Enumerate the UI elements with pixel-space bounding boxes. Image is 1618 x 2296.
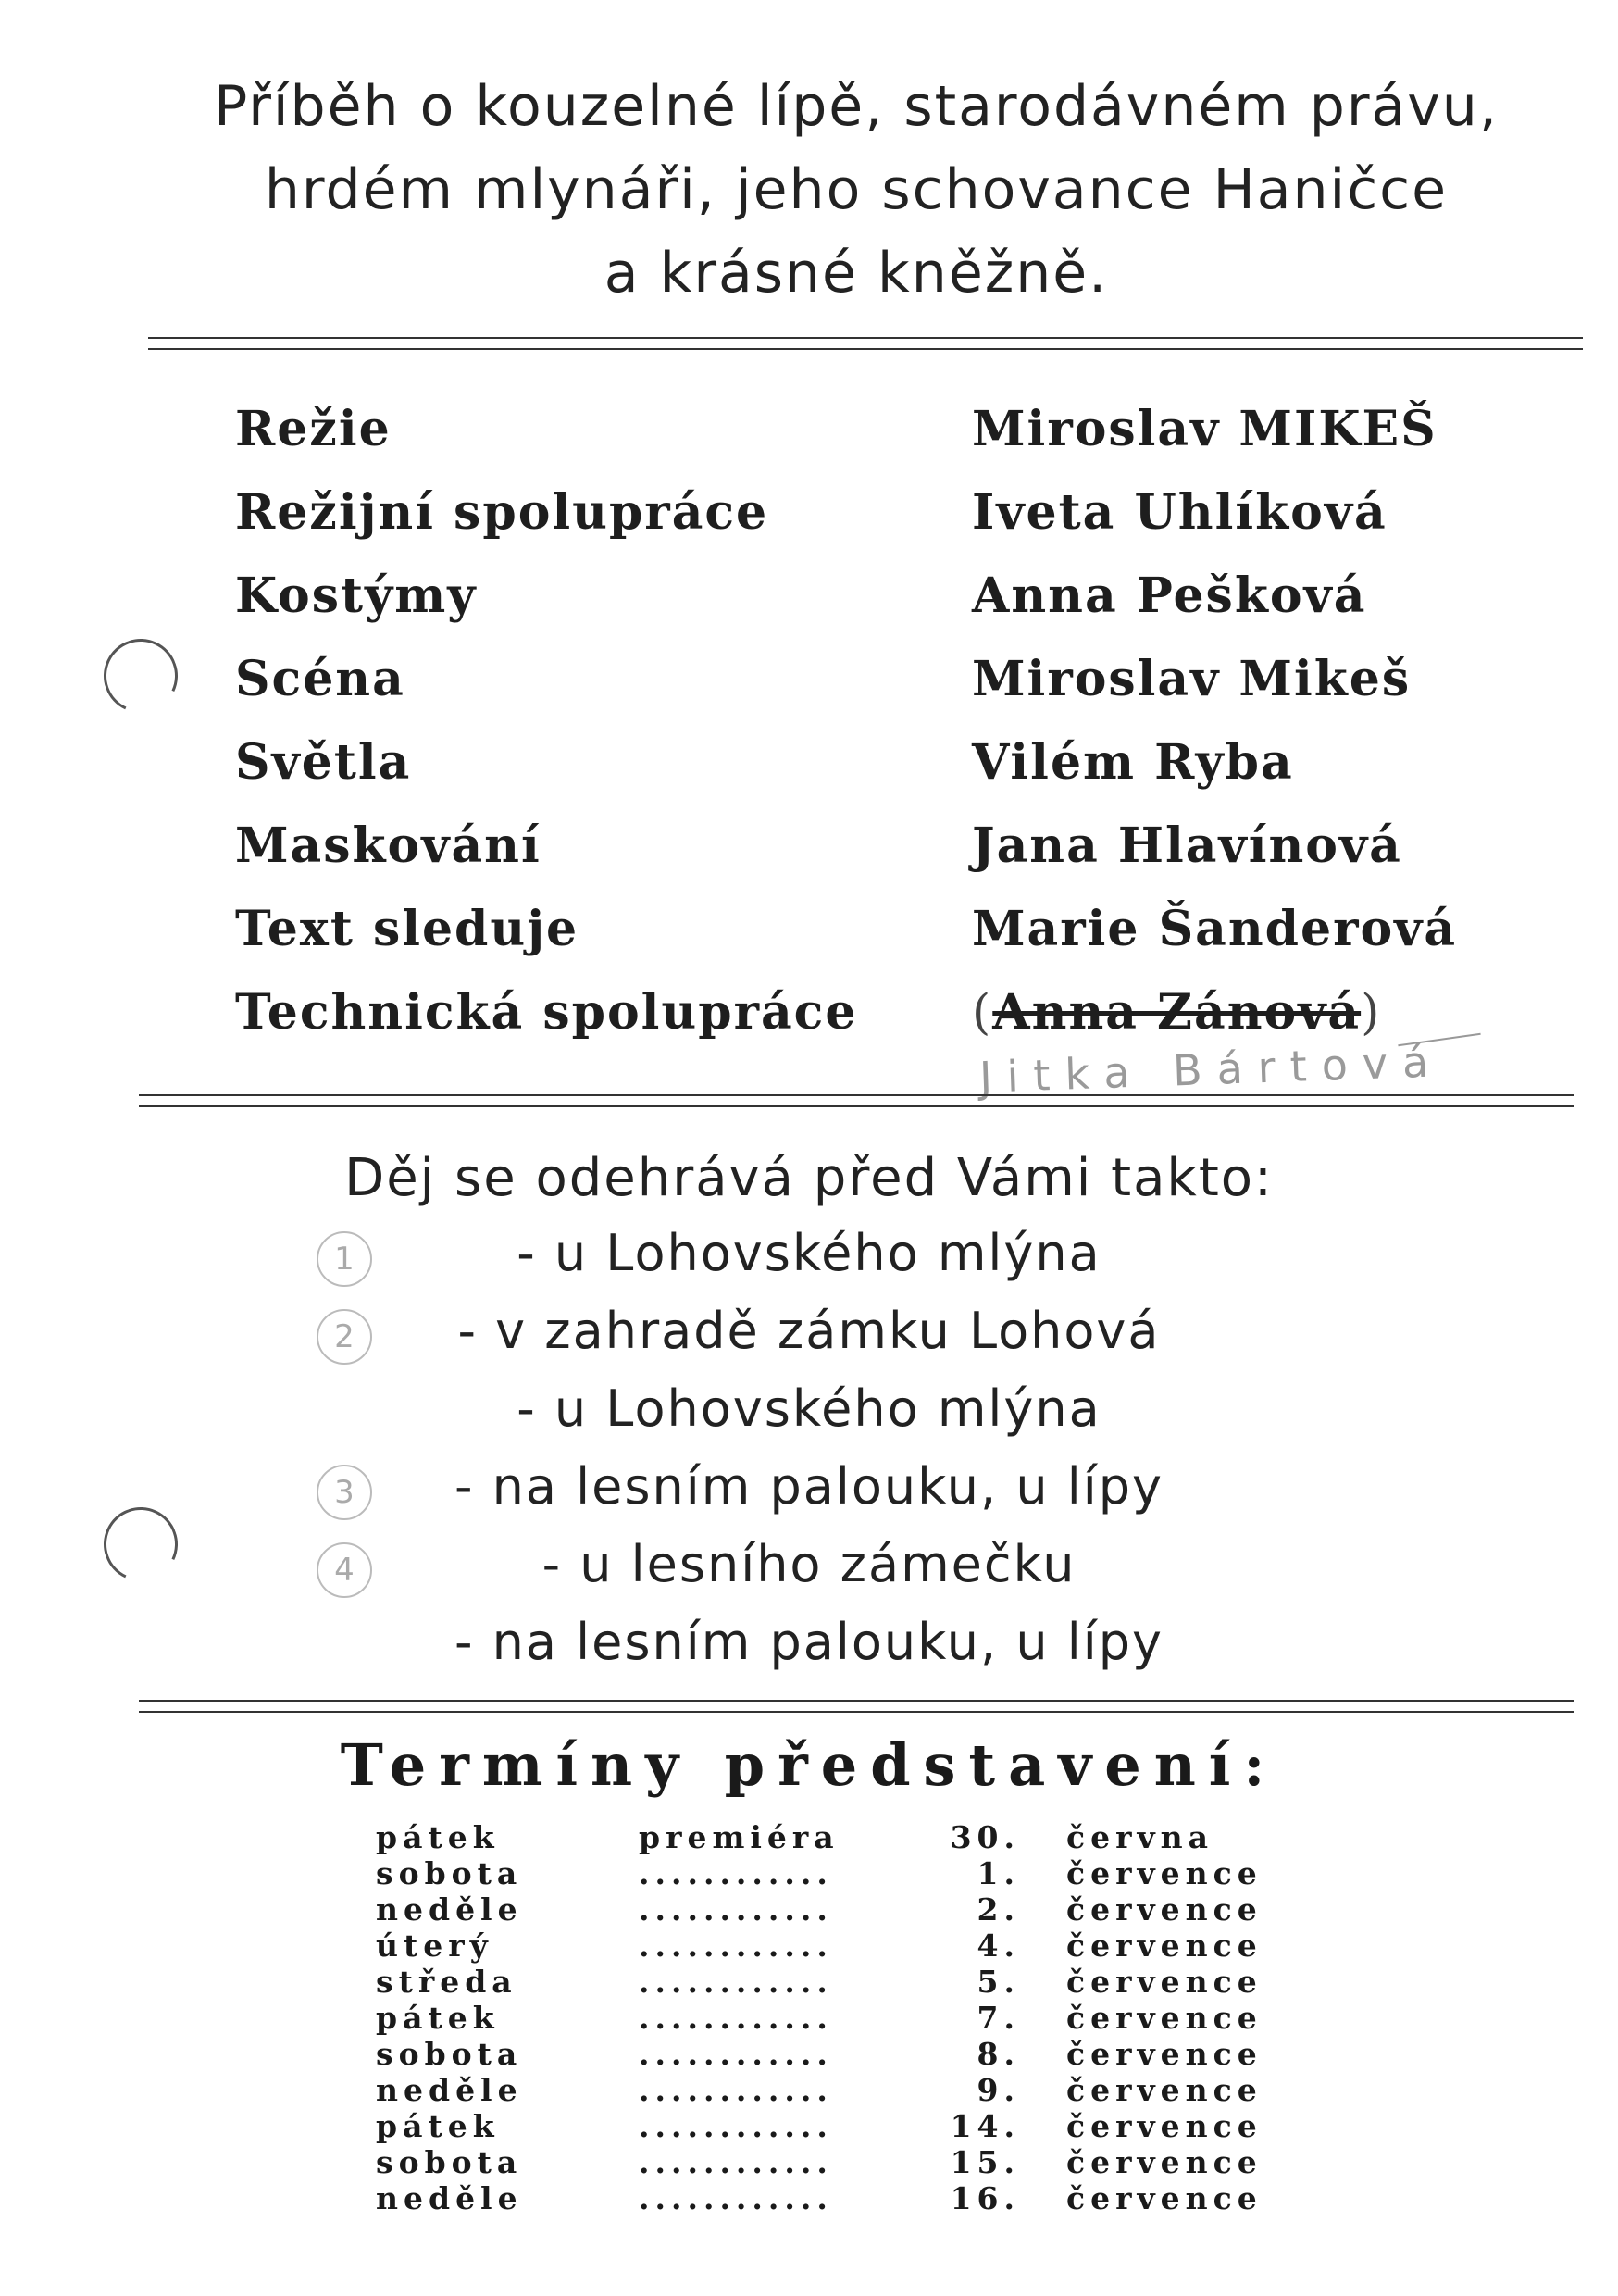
performance-month: července: [1066, 2000, 1263, 2036]
performance-month: července: [1066, 1891, 1263, 1928]
intro-line: Příběh o kouzelné lípě, starodávném právu,: [214, 74, 1499, 139]
performance-note: ............: [639, 2000, 833, 2036]
performance-date: 5.: [977, 1964, 1020, 2000]
credit-name: Jana Hlavínová: [972, 817, 1402, 874]
performance-note: ............: [639, 2180, 833, 2216]
credit-name: Miroslav Mikeš: [972, 651, 1412, 707]
performance-note: ............: [639, 2072, 833, 2108]
intro-text: [130, 65, 1583, 315]
performance-row: [0, 1855, 1618, 1892]
performance-row: [0, 2144, 1618, 2181]
divider: [148, 337, 1583, 339]
credit-name: Vilém Ryba: [972, 734, 1294, 791]
scene-item: - na lesním palouku, u lípy: [454, 1613, 1164, 1671]
credit-row: [0, 901, 1618, 984]
divider: [139, 1700, 1574, 1702]
credit-row: [0, 817, 1618, 901]
handwritten-replacement-name: Jitka Bártová: [978, 1036, 1445, 1103]
performance-note: ............: [639, 1855, 833, 1891]
credit-role: Technická spolupráce: [235, 984, 858, 1041]
scenes-title: Děj se odehrává před Vámi takto:: [344, 1148, 1274, 1208]
handwritten-scene-number: 2: [317, 1309, 372, 1365]
paren-close: ): [1361, 985, 1382, 1041]
performance-note: ............: [639, 1964, 833, 2000]
performance-row: [0, 1891, 1618, 1928]
performance-note: ............: [639, 1891, 833, 1928]
performance-date: 1.: [977, 1855, 1020, 1891]
divider: [139, 1094, 1574, 1096]
scene-item: - u Lohovského mlýna: [517, 1224, 1101, 1282]
divider: [139, 1711, 1574, 1713]
performance-month: července: [1066, 2180, 1263, 2216]
performance-row: [0, 2000, 1618, 2037]
crossed-out-name: Anna Zánová: [992, 984, 1362, 1041]
performance-month: července: [1066, 2144, 1263, 2180]
performance-date: 30.: [950, 1819, 1020, 1855]
performance-row: [0, 2108, 1618, 2145]
performance-date: 15.: [950, 2144, 1020, 2180]
credit-row: [0, 734, 1618, 817]
performance-date: 16.: [950, 2180, 1020, 2216]
credit-role: Režijní spolupráce: [235, 484, 769, 541]
performance-date: 2.: [977, 1891, 1020, 1928]
performance-date: 7.: [977, 2000, 1020, 2036]
scene-item: - na lesním palouku, u lípy: [454, 1457, 1164, 1516]
credit-role: Režie: [235, 401, 392, 457]
handwritten-scene-number: 4: [317, 1542, 372, 1598]
performance-row: [0, 1819, 1618, 1856]
credit-name: Iveta Uhlíková: [972, 484, 1388, 541]
divider: [148, 348, 1583, 350]
credit-row: [0, 651, 1618, 734]
performance-month: července: [1066, 2108, 1263, 2144]
handwritten-scene-number: 3: [317, 1465, 372, 1520]
performance-row: [0, 2036, 1618, 2073]
performance-note: ............: [639, 2036, 833, 2072]
performances-title: Termíny představení:: [340, 1731, 1278, 1799]
performance-day: neděle: [376, 2180, 523, 2216]
credit-name: Anna Pešková: [972, 568, 1367, 624]
credit-name: Marie Šanderová: [972, 901, 1458, 957]
performance-day: sobota: [376, 2036, 523, 2072]
divider: [139, 1105, 1574, 1107]
credit-row: [0, 568, 1618, 651]
performance-row: [0, 2180, 1618, 2217]
performance-note: premiéra: [639, 1819, 840, 1855]
performance-note: ............: [639, 2108, 833, 2144]
performance-date: 4.: [977, 1928, 1020, 1964]
credit-role: Text sleduje: [235, 901, 579, 957]
performance-row: [0, 2072, 1618, 2109]
performance-date: 14.: [950, 2108, 1020, 2144]
performance-month: července: [1066, 2036, 1263, 2072]
performance-row: [0, 1928, 1618, 1965]
performance-month: července: [1066, 2072, 1263, 2108]
credit-row: [0, 401, 1618, 484]
performance-day: neděle: [376, 1891, 523, 1928]
performance-day: sobota: [376, 2144, 523, 2180]
performance-month: června: [1066, 1819, 1214, 1855]
performance-month: července: [1066, 1855, 1263, 1891]
performance-row: [0, 1964, 1618, 2001]
credit-role: Světla: [235, 734, 412, 791]
performance-day: středa: [376, 1964, 517, 2000]
performance-day: sobota: [376, 1855, 523, 1891]
performance-date: 8.: [977, 2036, 1020, 2072]
credit-row: [0, 484, 1618, 568]
performance-day: pátek: [376, 2000, 500, 2036]
performance-day: pátek: [376, 2108, 500, 2144]
scene-item: - u Lohovského mlýna: [517, 1379, 1101, 1438]
credit-role: Maskování: [235, 817, 541, 874]
paren-open: (: [972, 985, 993, 1041]
performance-date: 9.: [977, 2072, 1020, 2108]
credit-name: Miroslav MIKEŠ: [972, 401, 1438, 457]
performance-day: neděle: [376, 2072, 523, 2108]
intro-line: a krásné kněžně.: [604, 241, 1109, 306]
performance-note: ............: [639, 2144, 833, 2180]
credit-name: [972, 984, 1381, 1041]
scene-item: - u lesního zámečku: [541, 1535, 1077, 1593]
handwritten-scene-number: 1: [317, 1231, 372, 1287]
performance-day: úterý: [376, 1928, 493, 1964]
performance-day: pátek: [376, 1819, 500, 1855]
credit-role: Scéna: [235, 651, 405, 707]
performance-month: července: [1066, 1928, 1263, 1964]
credit-role: Kostýmy: [235, 568, 478, 624]
performance-note: ............: [639, 1928, 833, 1964]
scene-item: - v zahradě zámku Lohová: [457, 1302, 1161, 1360]
performance-month: července: [1066, 1964, 1263, 2000]
intro-line: hrdém mlynáři, jeho schovance Haničce: [264, 157, 1449, 222]
